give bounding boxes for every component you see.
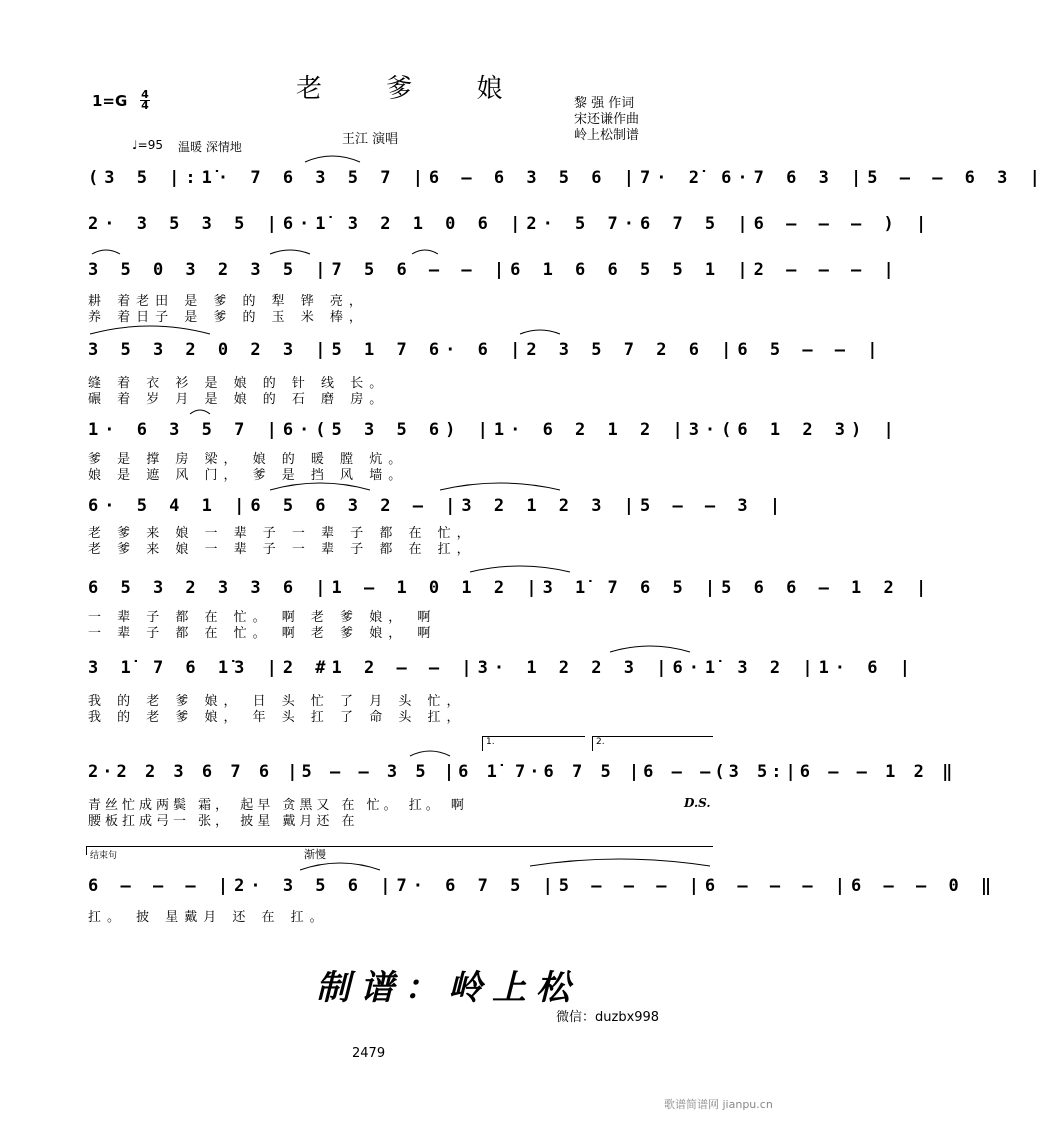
slur bbox=[190, 410, 210, 414]
tempo-mark: ♩=95 bbox=[132, 138, 163, 152]
arranger-signature: 制谱：岭上松 bbox=[316, 968, 580, 1008]
score-line-9-lyrics-2: 腰板扛成弓一 张， 披星 戴月还 在 bbox=[88, 814, 359, 829]
key-signature: 1=G bbox=[92, 92, 128, 110]
score-line-10-notes: 6 – – – |2· 3 5 6 |7· 6 7 5 |5 – – – |6 – – – |6 – – 0 ‖ bbox=[88, 876, 998, 896]
score-line-10-lyrics-1: 扛。 披 星戴月 还 在 扛。 bbox=[88, 910, 329, 925]
slur bbox=[305, 156, 360, 162]
volta-bracket-2 bbox=[592, 736, 713, 751]
score-line-1-notes: (3 5 |:1̇· 7 6 3 5 7 |6 – 6 3 5 6 |7· 2̇ 6·7 6 3 |5 – – 6 3 | bbox=[88, 168, 1046, 188]
time-signature-bottom: 4 bbox=[141, 99, 149, 112]
lyricist: 黎 强 作词 bbox=[574, 96, 635, 111]
score-line-5-lyrics-1: 爹 是 撑 房 梁， 娘 的 暖 膛 炕。 bbox=[88, 452, 408, 467]
ds-mark: D.S. bbox=[684, 796, 711, 810]
slur bbox=[270, 250, 310, 254]
slur bbox=[90, 326, 210, 334]
score-line-7-notes: 6 5 3 2 3 3 6 |1 – 1 0 1 2 |3 1̇ 7 6 5 |5 6 6 – 1 2 | bbox=[88, 578, 933, 598]
coda-bracket bbox=[86, 846, 713, 855]
credits bbox=[574, 96, 639, 144]
score-line-4-lyrics-2: 碾 着 岁 月 是 娘 的 石 磨 房。 bbox=[88, 392, 389, 407]
singer: 王江 演唱 bbox=[342, 132, 399, 147]
score-line-9-lyrics-1: 青丝忙成两鬓 霜， 起早 贪黑又 在 忙。 扛。 啊 bbox=[88, 798, 468, 813]
arranger: 岭上松制谱 bbox=[574, 128, 640, 143]
score-line-6-lyrics-2: 老 爹 来 娘 一 辈 子 一 辈 子 都 在 扛， bbox=[88, 542, 476, 557]
slur bbox=[470, 566, 570, 572]
slur bbox=[610, 646, 690, 652]
score-line-2-notes: 2· 3 5 3 5 |6·1̇ 3 2 1 0 6 |2· 5 7·6 7 5 |6 – – – ) | bbox=[88, 214, 933, 234]
slur bbox=[412, 250, 438, 254]
expression-mark: 温暖 深情地 bbox=[178, 140, 242, 154]
slur bbox=[530, 859, 710, 866]
score-line-7-lyrics-1: 一 辈 子 都 在 忙。 啊 老 爹 娘， 啊 bbox=[88, 610, 437, 625]
score-line-8-lyrics-1: 我 的 老 爹 娘， 日 头 忙 了 月 头 忙， bbox=[88, 694, 466, 709]
score-line-4-lyrics-1: 缝 着 衣 衫 是 娘 的 针 线 长。 bbox=[88, 376, 389, 391]
wechat-contact: 微信：duzbx998 bbox=[556, 1010, 660, 1025]
score-line-4-notes: 3 5 3 2 0 2 3 |5 1 7 6· 6 |2 3 5 7 2 6 |6 5 – – | bbox=[88, 340, 884, 360]
time-signature bbox=[140, 90, 150, 111]
time-signature-top: 4 bbox=[141, 88, 149, 101]
slur bbox=[410, 751, 450, 756]
score-line-7-lyrics-2: 一 辈 子 都 在 忙。 啊 老 爹 娘， 啊 bbox=[88, 626, 437, 641]
slur bbox=[440, 483, 560, 490]
volta-1-label: 1. bbox=[486, 737, 495, 747]
volta-2-label: 2. bbox=[596, 737, 605, 747]
score-line-8-lyrics-2: 我 的 老 爹 娘， 年 头 扛 了 命 头 扛， bbox=[88, 710, 466, 725]
score-line-3-lyrics-1: 耕 着老田 是 爹 的 犁 铧 亮， bbox=[88, 294, 368, 309]
coda-label: 结束句 bbox=[90, 851, 118, 861]
score-line-3-notes: 3 5 0 3 2 3 5 |7 5 6 – – |6 1 6 6 5 5 1 |2 – – – | bbox=[88, 260, 900, 280]
volta-bracket-1 bbox=[482, 736, 585, 751]
score-line-6-notes: 6· 5 4 1 |6 5 6 3 2 – |3 2 1 2 3 |5 – – 3 | bbox=[88, 496, 787, 516]
slur bbox=[92, 250, 120, 254]
score-line-5-lyrics-2: 娘 是 遮 风 门， 爹 是 挡 风 墙。 bbox=[88, 468, 408, 483]
score-line-8-notes: 3 1̇ 7 6 1̇3 |2 #1 2 – – |3· 1 2 2 3 |6·1̇ 3 2 |1· 6 | bbox=[88, 658, 916, 678]
slur bbox=[300, 863, 380, 870]
score-line-9-notes: 2·2 2 3 6 7 6 |5 – – 3 5 |6 1̇ 7·6 7 5 |6 – –(3 5:|6 – – 1 2 ‖ bbox=[88, 762, 957, 782]
slur bbox=[520, 330, 560, 334]
score-line-6-lyrics-1: 老 爹 来 娘 一 辈 子 一 辈 子 都 在 忙， bbox=[88, 526, 476, 541]
composer: 宋还谦作曲 bbox=[574, 112, 640, 127]
slur bbox=[270, 483, 370, 490]
score-line-5-notes: 1· 6 3 5 7 |6·(5 3 5 6) |1· 6 2 1 2 |3·(6 1 2 3) | bbox=[88, 420, 900, 440]
watermark: 歌谱简谱网 jianpu.cn bbox=[664, 1098, 773, 1111]
rit-mark: 渐慢 bbox=[304, 848, 326, 861]
page-number: 2479 bbox=[352, 1046, 386, 1061]
song-title: 老 爹 娘 bbox=[296, 74, 531, 104]
score-line-3-lyrics-2: 养 着日子 是 爹 的 玉 米 棒， bbox=[88, 310, 368, 325]
